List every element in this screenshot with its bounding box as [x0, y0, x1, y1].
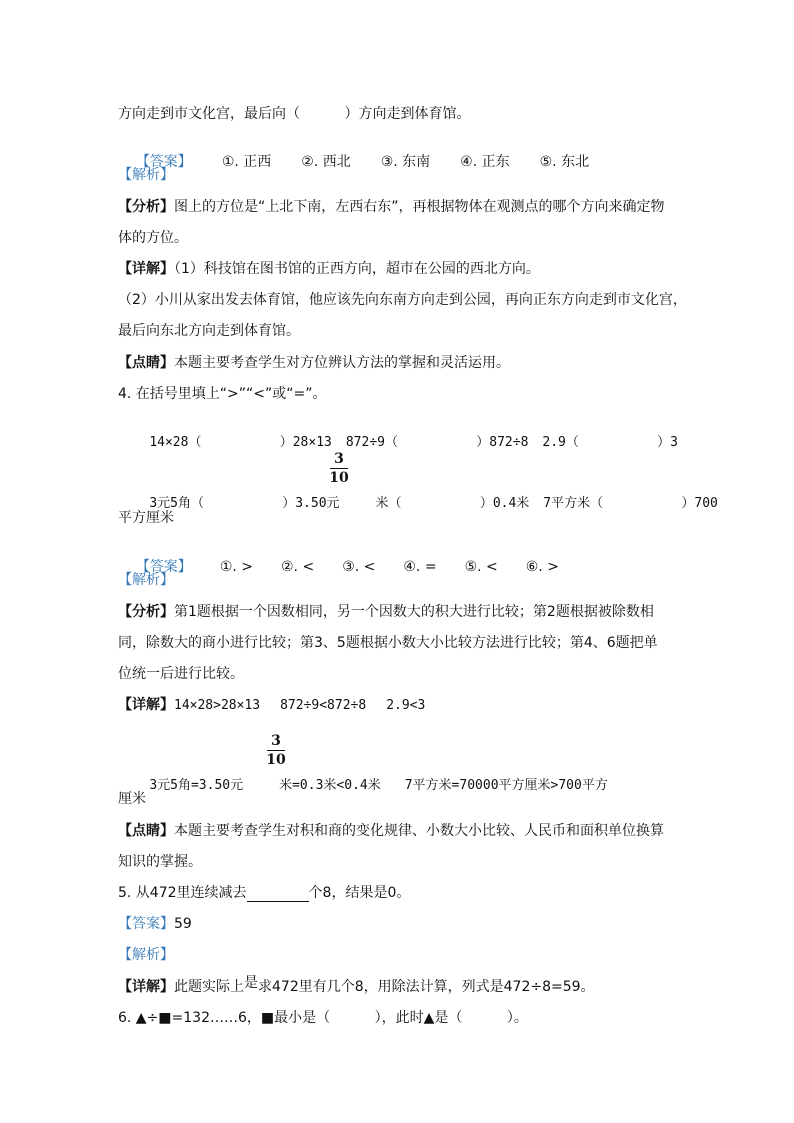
q3-analyze-text: 图上的方位是“上北下南，左西右东”，再根据物体在观测点的哪个方向来确定物	[174, 199, 665, 215]
detail-label: 【详解】	[118, 261, 174, 277]
q4-comment-line-2: 知识的掌握。	[118, 854, 202, 870]
fraction-bar	[267, 750, 285, 751]
detail-label: 【详解】	[118, 979, 174, 995]
q4-detail-3: 2.9<3	[386, 698, 426, 713]
q4-title: 4. 在括号里填上“>”“<”或“=”。	[118, 386, 327, 402]
q5-answer: 59	[174, 916, 192, 932]
q4-item-2: 872÷9（ ）872÷8	[345, 435, 529, 450]
q6-title: 6. ▲÷■=132……6，■最小是（ ），此时▲是（ ）。	[118, 1010, 528, 1026]
analysis-header: 【解析】	[118, 947, 174, 963]
q5-detail-raised-char: 是	[244, 975, 258, 991]
q3-analyze-line-1	[118, 198, 665, 216]
q5-detail-post: 求472里有几个8，用除法计算，列式是472÷8=59。	[258, 979, 595, 995]
q5-detail-pre: 此题实际上	[174, 979, 244, 995]
q3-comment-text: 本题主要考查学生对方位辨认方法的掌握和灵活运用。	[174, 355, 510, 371]
q5-answer-row	[118, 915, 192, 933]
q4-row-2-wrap: 平方厘米	[118, 510, 174, 526]
q4-detail-5: 米=0.3米<0.4米	[279, 778, 381, 793]
q4-comment-text: 本题主要考查学生对积和商的变化规律、小数大小比较、人民币和面积单位换算	[174, 823, 664, 839]
comment-label: 【点睛】	[118, 823, 174, 839]
q3-detail-text: （1）科技馆在图书馆的正西方向，超市在公园的西北方向。	[174, 261, 540, 277]
q4-analyze-line-1	[118, 603, 654, 621]
answer-label: 【答案】	[135, 154, 192, 170]
fraction-bar	[330, 468, 348, 469]
q3-answer-2: ②. 西北	[301, 154, 351, 170]
analyze-label: 【分析】	[118, 199, 174, 215]
q4-detail-1: 14×28>28×13	[174, 698, 261, 713]
q3-answer-5: ⑤. 东北	[539, 154, 590, 170]
q4-item-5: 米（ ）0.4米	[375, 496, 530, 511]
q5-answer-blank[interactable]	[247, 887, 309, 902]
q3-answer-row	[118, 135, 589, 189]
q5-title	[118, 884, 410, 902]
fraction-denominator: 10	[329, 470, 349, 486]
analysis-header: 【解析】	[118, 572, 174, 588]
q4-answer-6: ⑥. >	[525, 559, 559, 575]
q4-answer-3: ③. <	[342, 559, 376, 575]
q4-row-1	[118, 416, 678, 470]
q3-question-continuation: 方向走到市文化宫，最后向（ ）方向走到体育馆。	[118, 106, 471, 122]
q4-detail-wrap: 厘米	[118, 791, 146, 807]
q4-item-6: 7平方米（ ）700	[543, 496, 718, 511]
q4-item-1: 14×28（ ）28×13	[149, 435, 332, 450]
analyze-label: 【分析】	[118, 604, 174, 620]
answer-label: 【答案】	[118, 916, 174, 932]
detail-label: 【详解】	[118, 697, 174, 713]
q4-answer-1: ①. >	[219, 559, 253, 575]
q4-answer-4: ④. =	[403, 559, 437, 575]
q4-detail-2: 872÷9<872÷8	[280, 698, 367, 713]
q3-answer-4: ④. 正东	[460, 154, 510, 170]
q5-title-pre: 5. 从472里连续减去	[118, 885, 247, 901]
q4-analyze-line-2: 同，除数大的商小进行比较；第3、5题根据小数大小比较方法进行比较；第4、6题把单	[118, 635, 658, 651]
q4-answer-row	[118, 540, 559, 594]
fraction-numerator: 3	[271, 733, 281, 749]
q4-detail-row-1	[118, 696, 425, 715]
q4-detail-4: 3元5角=3.50元	[149, 778, 244, 793]
q4-analyze-line-3: 位统一后进行比较。	[118, 666, 244, 682]
q4-detail-row-2	[118, 759, 608, 813]
fraction-denominator: 10	[266, 752, 286, 768]
q4-item-4: 3元5角（ ）3.50元	[149, 496, 340, 511]
analysis-header: 【解析】	[118, 167, 174, 183]
q5-title-post: 个8，结果是0。	[308, 885, 411, 901]
comment-label: 【点睛】	[118, 355, 174, 371]
q4-analyze-text: 第1题根据一个因数相同，另一个因数大的积大进行比较；第2题根据被除数相	[174, 604, 654, 620]
q3-detail-line-1	[118, 260, 540, 278]
q5-detail-line	[118, 975, 595, 996]
q3-detail-line-2: （2）小川从家出发去体育馆，他应该先向东南方向走到公园，再向正东方向走到市文化宫，	[118, 292, 687, 308]
answer-label: 【答案】	[135, 559, 192, 575]
q4-answer-2: ②. <	[281, 559, 315, 575]
q3-detail-line-3: 最后向东北方向走到体育馆。	[118, 323, 300, 339]
q4-row-2	[118, 477, 718, 531]
q4-item-3: 2.9（ ）3	[542, 435, 678, 450]
q4-detail-6: 7平方米=70000平方厘米>700平方	[404, 778, 608, 793]
q4-comment-line-1	[118, 822, 664, 840]
q4-answer-5: ⑤. <	[464, 559, 498, 575]
fraction-numerator: 3	[334, 451, 344, 467]
q3-answer-1: ①. 正西	[221, 154, 272, 170]
q3-comment-line	[118, 354, 510, 372]
q3-analyze-line-2: 体的方位。	[118, 230, 188, 246]
q3-answer-3: ③. 东南	[380, 154, 431, 170]
